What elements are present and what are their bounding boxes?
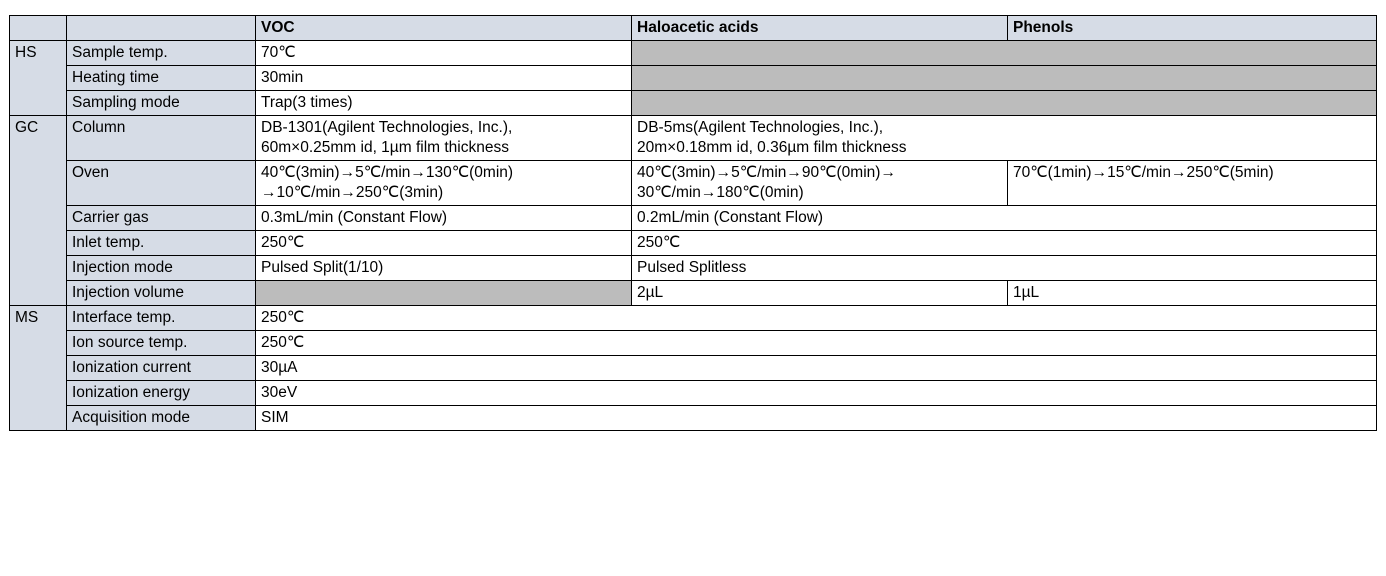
- cell-all: 30µA: [256, 356, 1377, 381]
- param-label: Heating time: [67, 66, 256, 91]
- table-row: [10, 66, 1377, 91]
- table-row: [10, 356, 1377, 381]
- cell-voc: [256, 161, 632, 206]
- cell-voc: 30min: [256, 66, 632, 91]
- cell-empty: [632, 91, 1377, 116]
- header-phenols: Phenols: [1008, 16, 1377, 41]
- table-row: [10, 406, 1377, 431]
- cell-line: 60m×0.25mm id, 1µm film thickness: [261, 139, 509, 156]
- param-label: Interface temp.: [67, 306, 256, 331]
- table-row: [10, 381, 1377, 406]
- cell-voc: 70℃: [256, 41, 632, 66]
- table-row: [10, 306, 1377, 331]
- cell-phenols: 1µL: [1008, 281, 1377, 306]
- table-container: [9, 15, 1377, 431]
- param-label: Ionization current: [67, 356, 256, 381]
- table-row: [10, 91, 1377, 116]
- param-label: Oven: [67, 161, 256, 206]
- analysis-conditions-table: [9, 15, 1377, 431]
- cell-line: →10℃/min→250℃(3min): [261, 184, 444, 201]
- param-label: Acquisition mode: [67, 406, 256, 431]
- cell-voc: Pulsed Split(1/10): [256, 256, 632, 281]
- section-label-hs: HS: [10, 41, 67, 116]
- param-label: Ion source temp.: [67, 331, 256, 356]
- cell-empty: [256, 281, 632, 306]
- table-row: [10, 116, 1377, 161]
- cell-line: DB-5ms(Agilent Technologies, Inc.),: [637, 119, 884, 136]
- table-row: [10, 161, 1377, 206]
- header-voc: VOC: [256, 16, 632, 41]
- cell-voc: [256, 116, 632, 161]
- table-row: [10, 41, 1377, 66]
- cell-line: 40℃(3min)→5℃/min→90℃(0min)→: [637, 164, 896, 181]
- table-row: [10, 206, 1377, 231]
- cell-line: 40℃(3min)→5℃/min→130℃(0min): [261, 164, 514, 181]
- cell-shared: 250℃: [632, 231, 1377, 256]
- header-row: [10, 16, 1377, 41]
- cell-voc: 0.3mL/min (Constant Flow): [256, 206, 632, 231]
- param-label: Injection mode: [67, 256, 256, 281]
- cell-haloacetic-acids: [632, 161, 1008, 206]
- section-label-gc: GC: [10, 116, 67, 306]
- cell-all: 30eV: [256, 381, 1377, 406]
- cell-all: SIM: [256, 406, 1377, 431]
- table-row: [10, 331, 1377, 356]
- cell-line: 30℃/min→180℃(0min): [637, 184, 804, 201]
- param-label: Sample temp.: [67, 41, 256, 66]
- cell-shared: Pulsed Splitless: [632, 256, 1377, 281]
- cell-all: 250℃: [256, 331, 1377, 356]
- param-label: Ionization energy: [67, 381, 256, 406]
- table-row: [10, 256, 1377, 281]
- table-row: [10, 281, 1377, 306]
- cell-shared: 0.2mL/min (Constant Flow): [632, 206, 1377, 231]
- cell-all: 250℃: [256, 306, 1377, 331]
- table-row: [10, 231, 1377, 256]
- header-blank-section: [10, 16, 67, 41]
- cell-phenols: 70℃(1min)→15℃/min→250℃(5min): [1008, 161, 1377, 206]
- cell-line: DB-1301(Agilent Technologies, Inc.),: [261, 119, 513, 136]
- param-label: Column: [67, 116, 256, 161]
- cell-haloacetic-acids: 2µL: [632, 281, 1008, 306]
- cell-voc: 250℃: [256, 231, 632, 256]
- header-blank-parameter: [67, 16, 256, 41]
- header-haloacetic-acids: Haloacetic acids: [632, 16, 1008, 41]
- cell-line: 20m×0.18mm id, 0.36µm film thickness: [637, 139, 907, 156]
- cell-voc: Trap(3 times): [256, 91, 632, 116]
- param-label: Carrier gas: [67, 206, 256, 231]
- cell-shared: [632, 116, 1377, 161]
- cell-empty: [632, 41, 1377, 66]
- param-label: Sampling mode: [67, 91, 256, 116]
- param-label: Inlet temp.: [67, 231, 256, 256]
- cell-empty: [632, 66, 1377, 91]
- param-label: Injection volume: [67, 281, 256, 306]
- section-label-ms: MS: [10, 306, 67, 431]
